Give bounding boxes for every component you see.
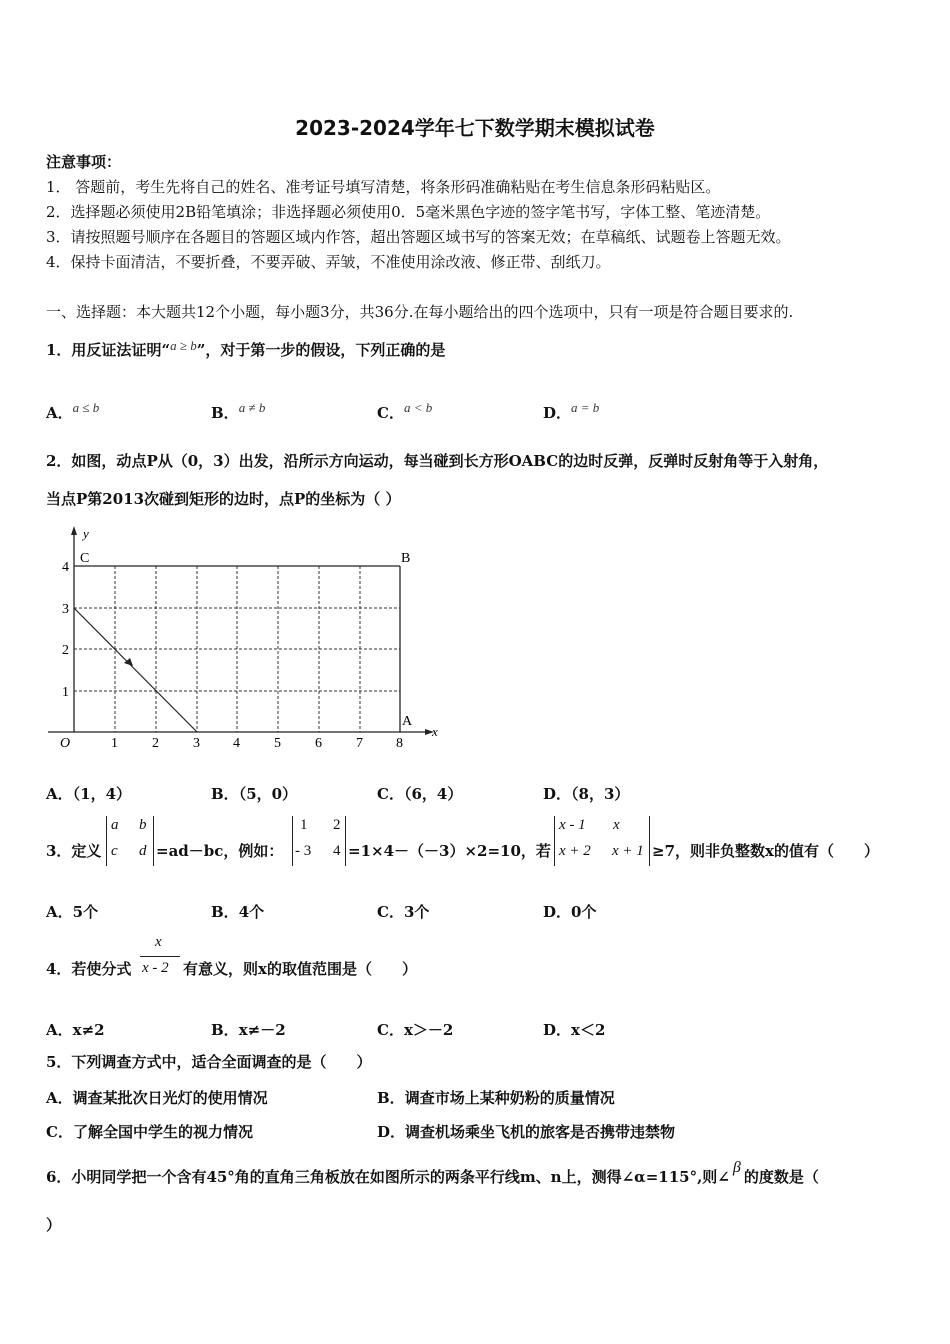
q3-option-b[interactable]: B．4个 [211, 903, 265, 921]
x-tick-label: 8 [396, 736, 403, 751]
q1-option-b[interactable]: B．a ≠ b [211, 400, 266, 422]
q2-option-c[interactable]: C．（6，4） [377, 785, 463, 803]
q3-condition-determinant: x - 1 x x + 2 x + 1 [554, 816, 650, 866]
question-4-stem-a: 4．若使分式 [46, 960, 132, 978]
q2-option-a[interactable]: A．（1，4） [46, 785, 132, 803]
q4-option-a[interactable]: A．x≠2 [46, 1021, 105, 1039]
q2-option-d[interactable]: D．（8，3） [543, 785, 630, 803]
x-tick-label: 5 [274, 736, 281, 751]
q3-example-result: =1×4－（－3）×2=10，若 [348, 842, 551, 860]
q2-coordinate-figure [40, 522, 450, 757]
question-3-intro: 3．定义 [46, 842, 102, 860]
y-tick-label: 1 [62, 685, 69, 700]
point-a-label: A [402, 714, 413, 729]
notice-item: 3．请按照题号顺序在各题目的答题区域内作答，超出答题区域书写的答案无效；在草稿纸、试题卷上答题无效。 [46, 228, 791, 246]
x-tick-label: 6 [315, 736, 322, 751]
q4-option-c[interactable]: C．x＞－2 [377, 1021, 454, 1039]
notice-item: 1． 答题前，考生先将自己的姓名、准考证号填写清楚，将条形码准确粘贴在考生信息条形码粘贴区。 [46, 178, 721, 196]
q3-tail: ≥7，则非负整数x的值有（ ） [652, 842, 879, 860]
q2-option-b[interactable]: B．（5，0） [211, 785, 298, 803]
question-6-stem: 6．小明同学把一个含有45°角的直角三角板放在如图所示的两条平行线m、n上，测得∠α=115°,则∠β的度数是（ [46, 1159, 819, 1186]
motion-path [74, 608, 197, 732]
question-5-stem: 5．下列调查方式中，适合全面调查的是（ ） [46, 1053, 372, 1071]
q5-option-b[interactable]: B．调查市场上某种奶粉的质量情况 [377, 1089, 615, 1107]
q1-option-a[interactable]: A．a ≤ b [46, 400, 100, 422]
notice-item: 2．选择题必须使用2B铅笔填涂；非选择题必须使用0．5毫米黑色字迹的签字笔书写，字体工整、笔迹清楚。 [46, 203, 771, 221]
q3-option-a[interactable]: A．5个 [46, 903, 99, 921]
q4-numerator: x [155, 934, 162, 950]
q3-option-c[interactable]: C．3个 [377, 903, 430, 921]
x-tick-label: 4 [233, 736, 240, 751]
point-b-label: B [401, 551, 411, 566]
q4-option-b[interactable]: B．x≠－2 [211, 1021, 286, 1039]
point-c-label: C [80, 551, 90, 566]
y-axis-label: y [83, 526, 89, 541]
q4-denominator: x - 2 [142, 960, 169, 976]
q5-option-c[interactable]: C．了解全国中学生的视力情况 [46, 1123, 253, 1141]
x-tick-label: 2 [152, 736, 159, 751]
grid-lines [74, 566, 400, 732]
y-axis-arrow [71, 526, 77, 535]
notice-item: 4．保持卡面清洁，不要折叠，不要弄破、弄皱，不准使用涂改液、修正带、刮纸刀。 [46, 253, 611, 271]
y-tick-label: 4 [62, 560, 69, 575]
question-4-stem-b: 有意义，则x的取值范围是（ ） [183, 960, 417, 978]
x-axis-label: x [432, 724, 438, 739]
q5-option-a[interactable]: A．调查某批次日光灯的使用情况 [46, 1089, 268, 1107]
notice-heading: 注意事项： [46, 153, 122, 171]
q4-fraction-bar [140, 956, 180, 957]
y-tick-label: 3 [62, 602, 69, 617]
question-2-stem-line2: 当点P第2013次碰到矩形的边时，点P的坐标为（ ） [46, 490, 401, 508]
question-6-close: ） [46, 1216, 62, 1234]
question-2-stem-line1: 2．如图，动点P从（0，3）出发，沿所示方向运动，每当碰到长方形OABC的边时反弹，反弹时反射角等于入射角， [46, 452, 829, 470]
y-tick-label: 2 [62, 643, 69, 658]
q3-option-d[interactable]: D．0个 [543, 903, 597, 921]
q4-option-d[interactable]: D．x＜2 [543, 1021, 606, 1039]
origin-label: O [60, 736, 71, 751]
x-tick-label: 3 [193, 736, 200, 751]
q3-example-determinant: 1 2 - 3 4 [292, 816, 346, 866]
q3-definition-determinant: a b c d [106, 816, 154, 866]
page-title: 2023-2024学年七下数学期末模拟试卷 [295, 116, 655, 140]
q1-option-d[interactable]: D．a = b [543, 400, 600, 422]
q5-option-d[interactable]: D．调查机场乘坐飞机的旅客是否携带违禁物 [377, 1123, 676, 1141]
q1-option-c[interactable]: C．a < b [377, 400, 433, 422]
question-1-stem: 1．用反证法证明“a ≥ b”，对于第一步的假设，下列正确的是 [46, 338, 446, 359]
beta-symbol: β [732, 1159, 741, 1176]
x-tick-label: 7 [356, 736, 363, 751]
section-heading: 一、选择题：本大题共12个小题，每小题3分，共36分.在每小题给出的四个选项中，只有一项是符合题目要求的. [46, 303, 794, 321]
x-tick-label: 1 [111, 736, 118, 751]
q3-definition-result: =ad－bc，例如： [156, 842, 284, 860]
